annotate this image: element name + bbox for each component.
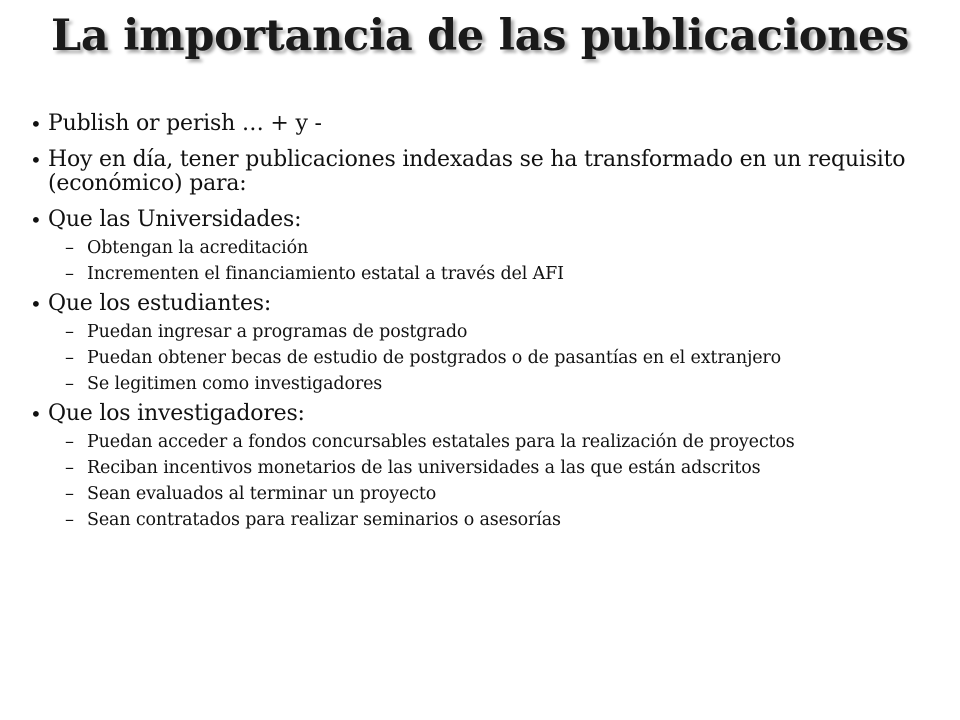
dash-icon: –: [65, 237, 74, 258]
dash-icon: –: [65, 483, 74, 504]
sub-bullet-list: [48, 238, 945, 284]
dash-icon: –: [65, 347, 74, 368]
bullet-list: [30, 112, 945, 530]
slide-title: La importancia de las publicaciones: [50, 11, 910, 61]
sub-bullet-text: Obtengan la acreditación: [87, 238, 309, 258]
dash-icon: –: [65, 431, 74, 452]
bullet-icon: •: [30, 402, 42, 426]
dash-icon: –: [65, 509, 74, 530]
bullet-item: [30, 292, 945, 394]
sub-bullet-item: [48, 238, 945, 258]
sub-bullet-item: [48, 432, 945, 452]
bullet-item: [30, 208, 945, 284]
bullet-icon: •: [30, 208, 42, 232]
sub-bullet-item: [48, 322, 945, 342]
sub-bullet-text: Sean contratados para realizar seminarios o asesorías: [87, 510, 561, 530]
sub-bullet-text: Se legitimen como investigadores: [87, 374, 383, 394]
sub-bullet-item: [48, 264, 945, 284]
slide-content: [30, 112, 945, 536]
sub-bullet-item: [48, 458, 945, 478]
dash-icon: –: [65, 373, 74, 394]
dash-icon: –: [65, 457, 74, 478]
sub-bullet-text: Sean evaluados al terminar un proyecto: [87, 484, 437, 504]
dash-icon: –: [65, 321, 74, 342]
bullet-item: [30, 148, 945, 196]
dash-icon: –: [65, 263, 74, 284]
bullet-text: Que las Universidades:: [48, 207, 302, 232]
bullet-icon: •: [30, 148, 42, 172]
bullet-text: Que los investigadores:: [48, 401, 305, 426]
sub-bullet-text: Reciban incentivos monetarios de las universidades a las que están adscritos: [87, 458, 761, 478]
bullet-item: [30, 112, 945, 136]
bullet-icon: •: [30, 112, 42, 136]
sub-bullet-item: [48, 374, 945, 394]
sub-bullet-item: [48, 348, 945, 368]
bullet-text: Publish or perish … + y -: [48, 111, 322, 136]
sub-bullet-text: Puedan obtener becas de estudio de postgrados o de pasantías en el extranjero: [87, 348, 782, 368]
sub-bullet-list: [48, 322, 945, 394]
bullet-item: [30, 402, 945, 530]
sub-bullet-item: [48, 510, 945, 530]
sub-bullet-text: Incrementen el financiamiento estatal a través del AFI: [87, 264, 564, 284]
bullet-text: Que los estudiantes:: [48, 291, 272, 316]
bullet-icon: •: [30, 292, 42, 316]
bullet-text: Hoy en día, tener publicaciones indexadas se ha transformado en un requisito (económico) para:: [48, 147, 906, 196]
sub-bullet-list: [48, 432, 945, 530]
sub-bullet-text: Puedan ingresar a programas de postgrado: [87, 322, 468, 342]
sub-bullet-text: Puedan acceder a fondos concursables estatales para la realización de proyectos: [87, 432, 795, 452]
sub-bullet-item: [48, 484, 945, 504]
